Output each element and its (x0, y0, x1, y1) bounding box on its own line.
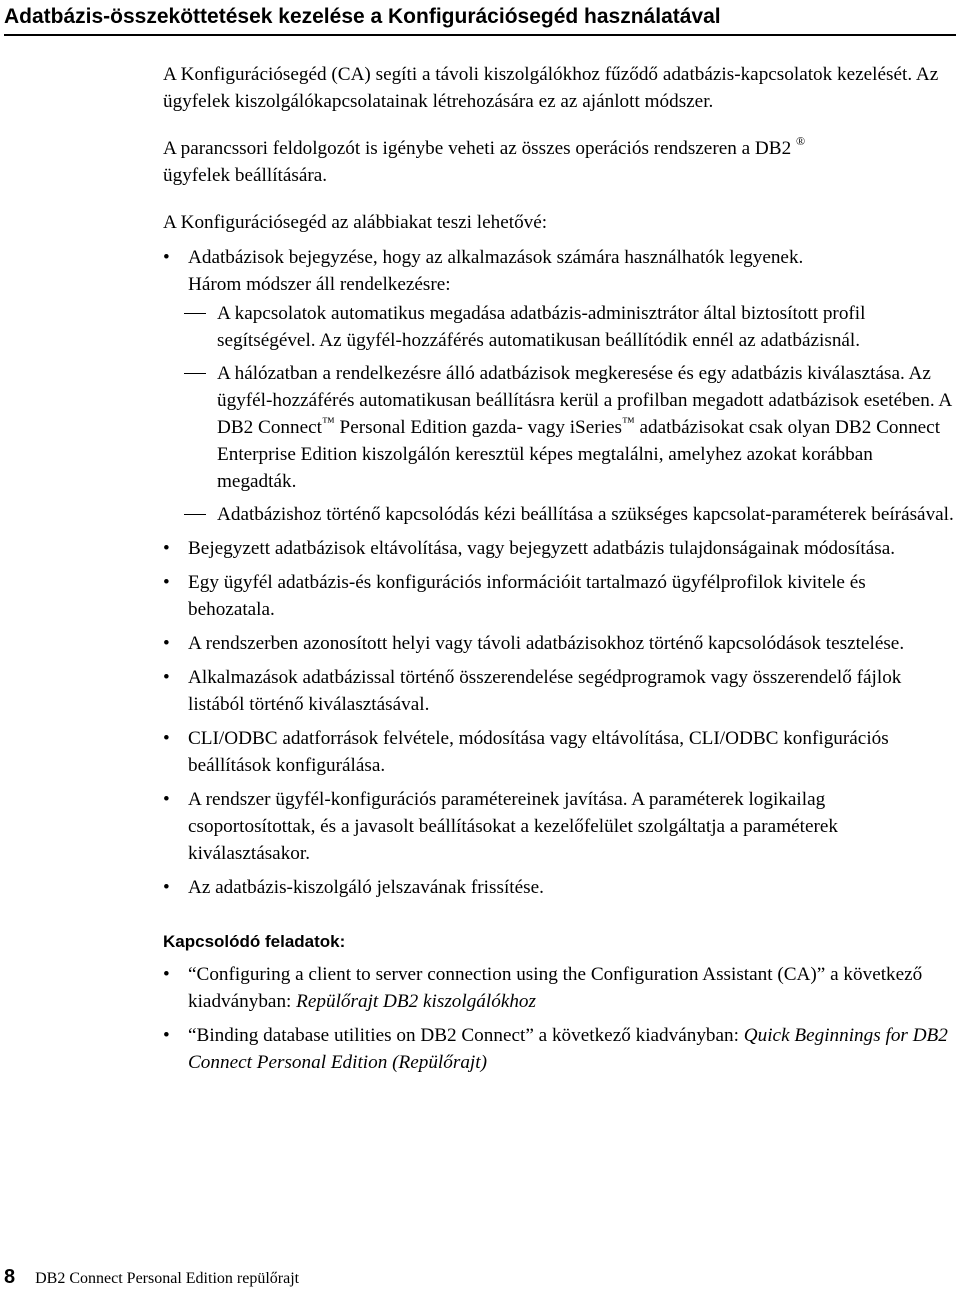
list-item: • CLI/ODBC adatforrások felvétele, módosítása vagy eltávolítása, CLI/ODBC konfigurációs beállítások konfigurálása. (163, 725, 955, 779)
list-item: • Bejegyzett adatbázisok eltávolítása, vagy bejegyzett adatbázis tulajdonságainak módosítása. (163, 535, 955, 562)
page-number: 8 (4, 1266, 16, 1288)
dash-icon (184, 514, 206, 515)
list-item: • Egy ügyfél adatbázis-és konfigurációs információit tartalmazó ügyfélprofilok kivitele és behozatala. (163, 569, 955, 623)
intro-paragraph: A Konfigurációsegéd (CA) segíti a távoli kiszolgálókhoz fűződő adatbázis-kapcsolatok kezelését. Az ügyfelek kiszolgálókapcsolatainak létrehozására ez az ajánlott módszer. (163, 64, 939, 112)
footer-doc-title: DB2 Connect Personal Edition repülőrajt (35, 1270, 300, 1287)
related-link-item[interactable]: • “Binding database utilities on DB2 Connect” a következő kiadványban: Quick Beginnings for DB2 Connect Personal Edition (Repülőrajt) (163, 1022, 955, 1076)
list-item: • Az adatbázis-kiszolgáló jelszavának frissítése. (163, 874, 955, 901)
page-title: Adatbázis-összeköttetések kezelése a Konfigurációsegéd használatával (4, 4, 956, 36)
bullet-icon: • (163, 247, 170, 268)
related-link-item[interactable]: • “Configuring a client to server connection using the Configuration Assistant (CA)” a következő kiadványban: Repülőrajt DB2 kiszolgálókhoz (163, 961, 955, 1015)
feature-list (163, 244, 955, 901)
list-item: • A rendszer ügyfél-konfigurációs paramétereinek javítása. A paraméterek logikailag csoportosítottak, és a javasolt beállításokat a kezelőfelület szolgáltatja a paraméterek kiválasztásakor. (163, 786, 955, 867)
list-item: • A rendszerben azonosított helyi vagy távoli adatbázisokhoz történő kapcsolódások tesztelése. (163, 630, 955, 657)
method-list (188, 300, 955, 528)
trademark-mark: ™ (621, 414, 635, 429)
bullet-icon: • (163, 877, 170, 898)
list-item: A hálózatban a rendelkezésre álló adatbázisok megkeresése és egy adatbázis kiválasztása. Az ügyfél-hozzáférés automatikusan beállításra kerül a profilban megadott adatbázisok esetében. A DB2 Connect™ Personal Edition gazda- vagy iSeries™ adatbázisokat csak olyan DB2 Connect Enterprise Edition kiszolgálón keresztül képes megtalálni, amelyhez azokat korábban megadták. (188, 360, 955, 495)
features-intro: A Konfigurációsegéd az alábbiakat teszi lehetővé: (163, 212, 548, 233)
registered-mark: ® (795, 134, 806, 148)
bullet-icon: • (163, 572, 170, 593)
trademark-mark: ™ (322, 414, 335, 429)
bullet-icon: • (163, 667, 170, 688)
related-tasks-list (163, 961, 955, 1076)
list-item: Adatbázishoz történő kapcsolódás kézi beállítása a szükséges kapcsolat-paraméterek beírásával. (188, 501, 955, 528)
clp-paragraph: A parancssori feldolgozót is igénybe veheti az összes operációs rendszeren a DB2 ® ügyfelek beállítására. (163, 134, 806, 186)
bullet-icon: • (163, 964, 170, 985)
bullet-icon: • (163, 1025, 170, 1046)
bullet-icon: • (163, 789, 170, 810)
list-item: A kapcsolatok automatikus megadása adatbázis-adminisztrátor által biztosított profil segítségével. Az ügyfél-hozzáférés automatikusan beállítódik ennél az adatbázisnál. (188, 300, 955, 354)
dash-icon (184, 373, 206, 374)
bullet-icon: • (163, 728, 170, 749)
list-item: • Adatbázisok bejegyzése, hogy az alkalmazások számára használhatók legyenek. Három módszer áll rendelkezésre: A kapcsolatok automatikus megadása adatbázis-adminisztrátor által biztosított profil segítségével. Az ügyfél-hozzáférés automatikusan beállítódik ennél az adatbázisnál. A hálózatban a rendelkezésre álló adatbázisok megkeresése és egy adatbázis kiválasztása. Az ügyfél-hozzáférés automatikusan beállításra kerül a profilban megadott adatbázisok esetében. A DB2 Connect™ Personal Edition gazda- vagy iSeries™ adatbázisokat csak olyan DB2 Connect Enterprise Edition kiszolgálón keresztül képes megtalálni, amelyhez azokat korábban megadták. Adatbázishoz történő kapcsolódás kézi beállítása a szükséges kapcsolat-paraméterek beírásával. (163, 244, 955, 528)
related-tasks-heading: Kapcsolódó feladatok: (163, 932, 346, 951)
bullet-icon: • (163, 633, 170, 654)
list-item: • Alkalmazások adatbázissal történő összerendelése segédprogramok vagy összerendelő fájlok listából történő kiválasztásával. (163, 664, 955, 718)
main-content (163, 61, 955, 1083)
bullet-icon: • (163, 538, 170, 559)
dash-icon (184, 313, 206, 314)
page-footer (4, 1266, 299, 1289)
